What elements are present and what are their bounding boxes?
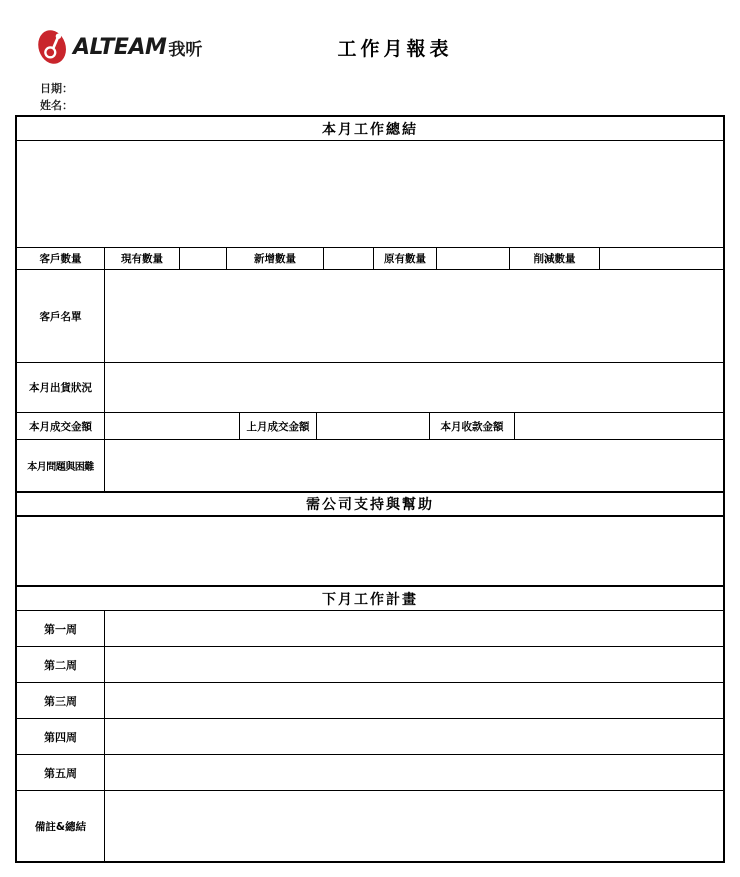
qty-label-reduced: 削減數量 (510, 248, 600, 269)
name-label: 姓名： (40, 99, 73, 112)
monthly-summary-field[interactable] (17, 141, 723, 247)
date-label: 日期： (40, 82, 73, 95)
support-field[interactable] (17, 517, 723, 585)
week3-field[interactable] (105, 683, 723, 718)
deal-amount-field[interactable] (105, 413, 240, 439)
problems-row (17, 440, 723, 493)
week1-row (17, 611, 723, 647)
amounts-row (17, 413, 723, 440)
qty-label-new: 新增數量 (227, 248, 324, 269)
week2-row (17, 647, 723, 683)
problems-field[interactable] (105, 440, 723, 491)
section-header-monthly-summary: 本月工作總結 (17, 117, 723, 141)
received-amount-label: 本月收款金額 (430, 413, 515, 439)
received-amount-field[interactable] (515, 413, 723, 439)
last-month-amount-field[interactable] (317, 413, 430, 439)
qty-label-original: 原有數量 (374, 248, 437, 269)
qty-original-field[interactable] (437, 248, 510, 269)
shipment-field[interactable] (105, 363, 723, 412)
week3-row (17, 683, 723, 719)
customer-list-label: 客戶名單 (17, 270, 105, 362)
week4-row (17, 719, 723, 755)
week2-field[interactable] (105, 647, 723, 682)
customer-quantity-row (17, 248, 723, 270)
week1-label: 第一周 (17, 611, 105, 646)
week1-field[interactable] (105, 611, 723, 646)
brand-suffix: 我听 (168, 39, 203, 60)
week5-label: 第五周 (17, 755, 105, 790)
shipment-row (17, 363, 723, 413)
qty-reduced-field[interactable] (600, 248, 723, 269)
qty-new-field[interactable] (324, 248, 374, 269)
brand-name: ALTEAM (73, 34, 167, 60)
qty-existing-field[interactable] (180, 248, 227, 269)
week4-label: 第四周 (17, 719, 105, 754)
customer-list-field[interactable] (105, 270, 723, 362)
last-month-amount-label: 上月成交金額 (240, 413, 317, 439)
deal-amount-label: 本月成交金額 (17, 413, 105, 439)
week5-field[interactable] (105, 755, 723, 790)
week3-label: 第三周 (17, 683, 105, 718)
report-table (15, 115, 725, 863)
page-title: 工作月報表 (337, 38, 453, 60)
section-header-support: 需公司支持與幫助 (17, 493, 723, 517)
notes-label: 備註&總結 (17, 791, 105, 861)
section-header-plan: 下月工作計畫 (17, 587, 723, 611)
week5-row (17, 755, 723, 791)
customer-list-row (17, 270, 723, 363)
problems-label: 本月問題與困難 (17, 440, 105, 491)
qty-label-customer: 客戶數量 (17, 248, 105, 269)
notes-row (17, 791, 723, 861)
qty-label-existing: 現有數量 (105, 248, 180, 269)
week4-field[interactable] (105, 719, 723, 754)
shipment-label: 本月出貨狀況 (17, 363, 105, 412)
notes-field[interactable] (105, 791, 723, 861)
week2-label: 第二周 (17, 647, 105, 682)
